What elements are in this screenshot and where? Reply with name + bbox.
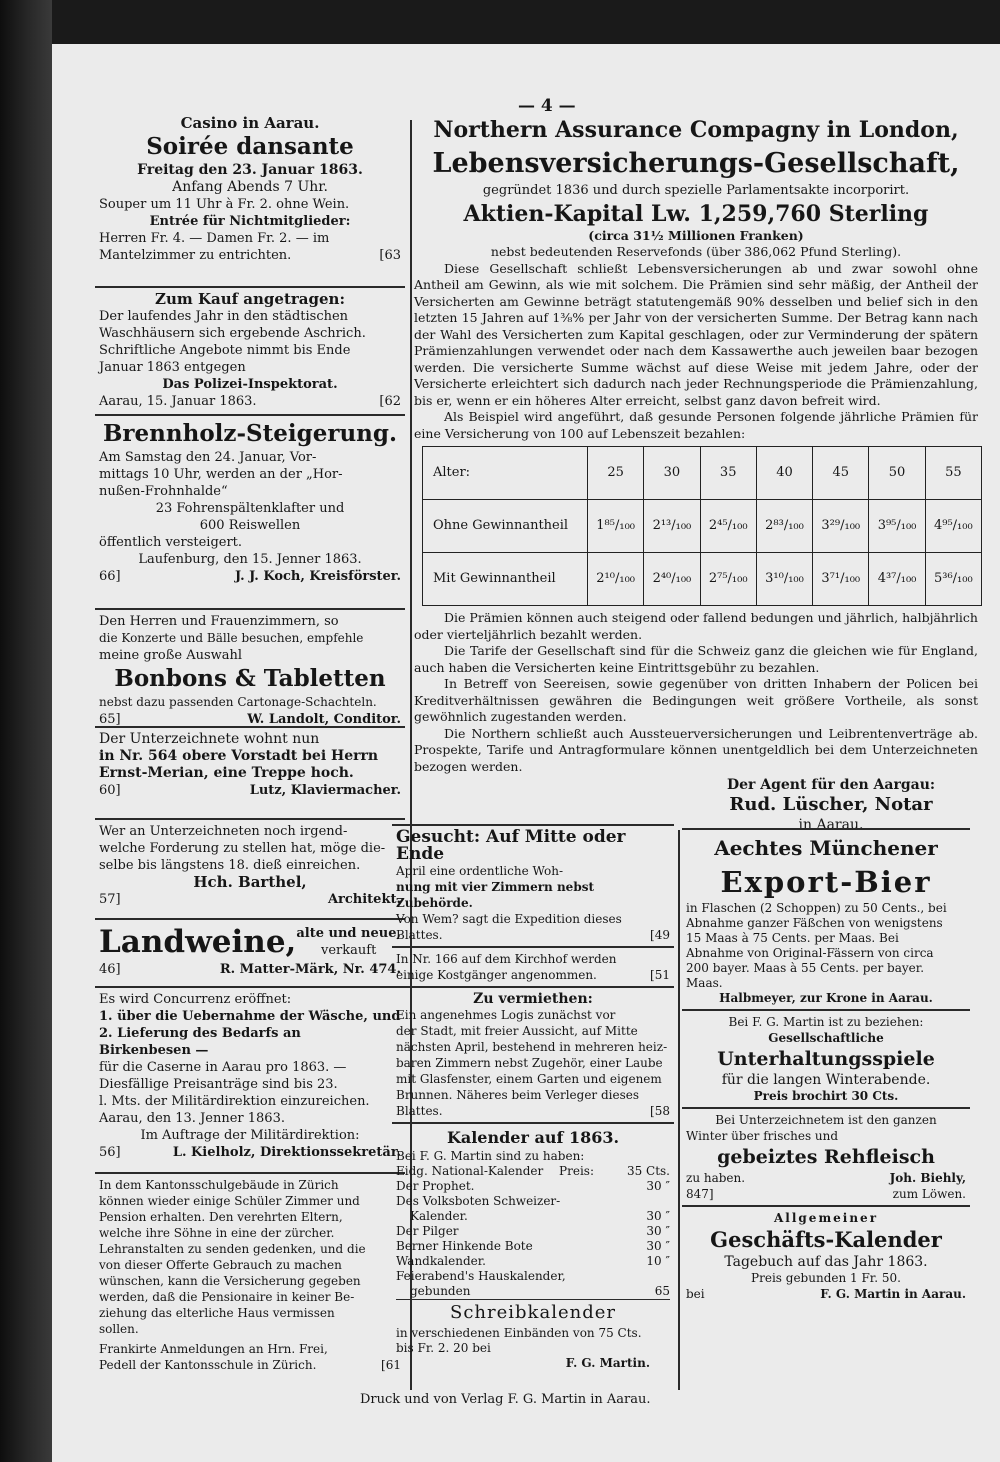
ad-kantonsschule [95, 1174, 405, 1376]
ad-barthel [95, 820, 405, 920]
ad-title: Bonbons & Tabletten [114, 665, 386, 692]
ad-line: Mantelzimmer zu entrichten. [99, 248, 292, 263]
table-cell: 55 [925, 447, 981, 500]
ad-line: in Nr. 564 obere Vorstadt bei Herrn [99, 748, 379, 764]
ad-signature: Halbmeyer, zur Krone in Aarau. [719, 991, 933, 1005]
ad-line: Maas. [686, 976, 723, 990]
ad-casino [95, 112, 405, 288]
table-row-label: Mit Gewinnantheil [423, 553, 588, 606]
ad-line: nächsten April, bestehend in mehreren heiz- [396, 1040, 668, 1054]
ad-lutz [95, 728, 405, 820]
ad-line: Birkenbesen — [99, 1043, 209, 1058]
ad-line: Abnahme ganzer Fäßchen von wenigstens [686, 916, 943, 930]
ad-paragraph: Diese Gesellschaft schließt Lebensversicherungen ab und zwar sowohl ohne Antheil am Gewinn, als wie mit solchem. Die Prämien sind sehr mäßig, der Antheil der Versicherten am Gewinne beträgt statutengemäß 90% desselben und belief sich in den letzten 15 Jahren auf 1⅜% per Jahr von der versicherten Summe. Der Betrag kann nach der Wahl des Versicherten zum Kapital geschlagen, oder zur Verminderung der spätern Prämienzahlungen verwendet oder nach dem Kassawerthe auch jeweilen baar bezogen werden. Die versicherte Summe wächst auf diese Weise mit jedem Jahre, oder der Versicherte erleichtert sich dadurch nach jeder Rechnungsperiode die Prämienzahlung, bis er, wenn er ein höheres Alter erreicht, selbst ganz davon befreit wird. [414, 260, 978, 408]
ad-signature: Joh. Biehly, [889, 1171, 966, 1185]
ad-brennholz [95, 416, 405, 610]
table-cell: 3¹⁰/₁₀₀ [756, 553, 812, 606]
ad-kostganger [392, 948, 674, 988]
ad-heading: Zum Kauf angetragen: [155, 290, 345, 308]
ad-line: Blattes. [396, 1104, 443, 1118]
ad-line: öffentlich versteigert. [99, 535, 243, 550]
ad-rehfleisch [682, 1109, 970, 1207]
ad-line: mit Glasfenster, einem Garten und eigenem [396, 1072, 662, 1086]
ad-signature: zum Löwen. [892, 1187, 966, 1201]
ad-line: l. Mts. der Militärdirektion einzureichen. [99, 1094, 370, 1109]
ad-line: die Konzerte und Bälle besuchen, empfehle [99, 631, 364, 645]
ad-signature: L. Kielholz, Direktionssekretär. [172, 1145, 401, 1160]
ad-paragraph: Die Tarife der Gesellschaft sind für die Schweiz ganz die gleichen wie für England, auch haben die Versicherten keine Eintrittsgebühr zu bezahlen. [414, 643, 978, 675]
ad-line: Gesellschaftliche [768, 1031, 884, 1045]
ad-title: Brennholz-Steigerung. [102, 420, 397, 447]
ad-paragraph: Als Beispiel wird angeführt, daß gesunde Personen folgende jährliche Prämien für eine Versicherung von 100 auf Lebenszeit bezahlen: [414, 409, 978, 441]
ad-line: Den Herren und Frauenzimmern, so [99, 614, 339, 629]
ad-line: 2. Lieferung des Bedarfs an [99, 1026, 301, 1041]
ad-ref: 66] [99, 569, 121, 584]
item-name: Der Pilger [396, 1224, 459, 1238]
ad-line: Schriftliche Angebote nimmt bis Ende [99, 343, 351, 358]
ad-line: Preis brochirt 30 Cts. [753, 1089, 899, 1103]
table-cell: 50 [869, 447, 925, 500]
ad-line [396, 829, 670, 863]
ad-line: meine große Auswahl [99, 648, 243, 663]
page-number: — 4 — [518, 96, 576, 116]
list-item [396, 1179, 670, 1194]
ad-northern-assurance [410, 112, 982, 838]
ad-signature: W. Landolt, Conditor. [247, 712, 401, 727]
ad-line: Januar 1863 entgegen [99, 360, 246, 375]
item-price: 65 [654, 1284, 670, 1298]
ad-line: Wer an Unterzeichneten noch irgend- [99, 824, 348, 839]
ad-title: Unterhaltungsspiele [717, 1048, 935, 1070]
item-name: Wandkalender. [396, 1254, 486, 1268]
table-cell: 40 [756, 447, 812, 500]
ad-ref: [61 [381, 1358, 401, 1372]
ad-spiele [682, 1011, 970, 1109]
list-item [396, 1194, 670, 1209]
right-column [410, 112, 982, 838]
item-price [600, 1269, 670, 1284]
ad-title: gebeiztes Rehfleisch [717, 1146, 935, 1168]
ad-line: Preis gebunden 1 Fr. 50. [751, 1271, 901, 1285]
table-cell: 3⁷¹/₁₀₀ [813, 553, 869, 606]
table-cell: 2⁷⁵/₁₀₀ [700, 553, 756, 606]
ad-line: wünschen, kann die Versicherung gegeben [99, 1274, 361, 1288]
ad-line: Im Auftrage der Militärdirektion: [140, 1128, 360, 1143]
ad-ref: [49 [650, 928, 670, 942]
ad-bier [682, 828, 970, 1011]
ad-line: Ein angenehmes Logis zunächst vor [396, 1008, 616, 1022]
far-right-column [682, 828, 970, 1305]
ad-line: Pension erhalten. Den verehrten Eltern, [99, 1210, 343, 1224]
ad-line: Anfang Abends 7 Uhr. [172, 179, 328, 195]
item-price: 35 Cts. [626, 1164, 670, 1178]
ad-line: Lehranstalten zu senden gedenken, und die [99, 1242, 366, 1256]
ad-line: für die langen Winterabende. [721, 1072, 931, 1088]
column-divider [678, 830, 680, 1390]
ad-signature: Architekt. [327, 892, 401, 907]
ad-title: Landweine, [99, 924, 297, 960]
ad-gesucht [392, 826, 674, 948]
ad-heading: Zu vermiethen: [473, 991, 593, 1007]
ad-line: nebst dazu passenden Cartonage-Schachteln. [99, 695, 377, 709]
list-item [396, 1284, 670, 1300]
ad-title: Gesucht: Auf Mitte oder Ende [396, 827, 626, 864]
item-name: Des Volksboten Schweizer- [396, 1194, 561, 1208]
premium-table [422, 446, 982, 606]
ad-line: mittags 10 Uhr, werden an der „Hor- [99, 467, 343, 482]
ad-line: zu haben. [686, 1171, 746, 1185]
ad-line: Entrée für Nichtmitglieder: [149, 214, 351, 229]
list-item [396, 1239, 670, 1254]
ad-line: nung mit vier Zimmern nebst Zubehörde. [396, 880, 595, 910]
ad-line: Bei F. G. Martin sind zu haben: [396, 1149, 585, 1163]
ad-signature: F. G. Martin. [565, 1356, 650, 1370]
left-column [95, 112, 405, 1376]
ad-line: ziehung das elterliche Haus vermissen [99, 1306, 335, 1320]
ad-signature: Lutz, Klaviermacher. [249, 783, 401, 798]
table-cell: 3²⁹/₁₀₀ [813, 500, 869, 553]
ad-line: Es wird Concurrenz eröffnet: [99, 992, 292, 1007]
ad-line: 600 Reiswellen [199, 518, 301, 533]
ad-line: Ernst-Merian, eine Treppe hoch. [99, 765, 354, 781]
ad-title: Aktien-Kapital Lw. 1,259,760 Sterling [463, 200, 929, 227]
ad-title: Schreibkalender [450, 1302, 616, 1323]
ad-line: können wieder einige Schüler Zimmer und [99, 1194, 360, 1208]
ad-line: nußen-Frohnhalde“ [99, 484, 228, 499]
ad-line: Blattes. [396, 928, 443, 942]
ad-landweine [95, 920, 405, 988]
ad-paragraph: Die Northern schließt auch Aussteuerversicherungen und Leibrentenverträge ab. Prospekte, Tarife und Antragformulare können unentgeldlich bei dem Unterzeichneten bezogen werden. [414, 725, 978, 774]
item-name: Berner Hinkende Bote [396, 1239, 533, 1253]
table-cell: 4⁹⁵/₁₀₀ [925, 500, 981, 553]
ad-line: In Nr. 166 auf dem Kirchhof werden [396, 952, 617, 966]
ad-line: 200 bayer. Maas à 55 Cents. per bayer. [686, 961, 925, 975]
ad-signature: F. G. Martin in Aarau. [820, 1287, 966, 1301]
ad-line: Brunnen. Näheres beim Verleger dieses [396, 1088, 640, 1102]
item-price: 30 ″ [646, 1209, 670, 1223]
item-price: 30 ″ [646, 1239, 670, 1253]
table-cell: 3⁹⁵/₁₀₀ [869, 500, 925, 553]
ad-ref: [51 [650, 968, 670, 982]
item-name: Eidg. National-Kalender [396, 1164, 544, 1178]
table-cell: 2⁸³/₁₀₀ [756, 500, 812, 553]
table-cell: 30 [644, 447, 700, 500]
ad-line: werden, daß die Pensionaire in keiner Be- [99, 1290, 355, 1304]
ad-line: Von Wem? sagt die Expedition dieses [396, 912, 622, 926]
ad-heading: Casino in Aarau. [180, 114, 320, 132]
ad-title: Soirée dansante [146, 133, 354, 160]
ad-title: Northern Assurance Compagny in London, [433, 117, 959, 143]
table-cell: 25 [588, 447, 644, 500]
ad-line: sollen. [99, 1322, 139, 1336]
ad-line: Bei Unterzeichnetem ist den ganzen [715, 1113, 937, 1127]
list-item [396, 1254, 670, 1269]
ad-ref: [58 [650, 1104, 670, 1118]
ad-line: einige Kostgänger angenommen. [396, 968, 597, 982]
list-item [396, 1164, 670, 1179]
ad-line: 1. über die Uebernahme der Wäsche, und [99, 1009, 401, 1024]
ad-line: Am Samstag den 24. Januar, Vor- [99, 450, 317, 465]
ad-ref: [63 [379, 248, 401, 263]
item-price [600, 1194, 670, 1209]
table-cell: 2⁴⁵/₁₀₀ [700, 500, 756, 553]
table-header-label: Alter: [423, 447, 588, 500]
ad-line: 15 Maas à 75 Cents. per Maas. Bei [686, 931, 899, 945]
ad-line: in verschiedenen Einbänden von 75 Cts. [396, 1326, 642, 1340]
ad-title: Kalender auf 1863. [446, 1128, 620, 1147]
ad-line: In dem Kantonsschulgebäude in Zürich [99, 1178, 339, 1192]
ad-line: Winter über frisches und [686, 1129, 839, 1143]
ad-line: Abnahme von Original-Fässern von circa [686, 946, 934, 960]
page-footer: Druck und von Verlag F. G. Martin in Aarau. [360, 1392, 651, 1407]
ad-line: alte und neue, [296, 926, 401, 941]
price-label: Preis: [559, 1164, 594, 1178]
ad-line: baren Zimmern nebst Zugehör, einer Laube [396, 1056, 663, 1070]
ad-line: bei [686, 1287, 705, 1301]
ad-line: von dieser Offerte Gebrauch zu machen [99, 1258, 342, 1272]
ad-line: Aarau, 15. Januar 1863. [99, 394, 257, 409]
ad-line: Pedell der Kantonsschule in Zürich. [99, 1358, 317, 1372]
middle-column [392, 824, 674, 1374]
ad-line: Der laufendes Jahr in den städtischen [99, 309, 349, 324]
ad-line: Freitag den 23. Januar 1863. [137, 162, 363, 178]
ad-line: der Stadt, mit freier Aussicht, auf Mitte [396, 1024, 638, 1038]
item-price: 30 ″ [646, 1224, 670, 1238]
ad-line: für die Caserne in Aarau pro 1863. — [99, 1060, 347, 1075]
table-row [423, 553, 982, 606]
ad-concurrenz [95, 988, 405, 1174]
ad-ref: 56] [99, 1145, 121, 1160]
ad-ref: 46] [99, 962, 121, 977]
ad-signature: Hch. Barthel, [193, 873, 307, 891]
ad-line: nebst bedeutenden Reservefonds (über 386,062 Pfund Sterling). [490, 244, 902, 259]
ad-kalender [392, 1124, 674, 1374]
ad-line: (circa 31½ Millionen Franken) [588, 227, 804, 243]
ad-line: April eine ordentliche Woh- [396, 864, 564, 878]
ad-ref: 57] [99, 892, 121, 907]
ad-signature: Das Polizei-Inspektorat. [162, 377, 338, 392]
table-cell: 5³⁶/₁₀₀ [925, 553, 981, 606]
ad-title: Aechtes Münchener [714, 836, 938, 860]
item-name: Kalender. [410, 1209, 468, 1223]
ad-signature: Rud. Lüscher, Notar [729, 794, 933, 815]
ad-ref: 60] [99, 783, 121, 798]
ad-line: verkauft [321, 943, 377, 958]
ad-ref: 65] [99, 712, 121, 727]
scan-top-border [0, 0, 1000, 44]
ad-signature: in Aarau. [798, 817, 864, 833]
ad-line: in Flaschen (2 Schoppen) zu 50 Cents., bei [686, 901, 947, 915]
ad-line: Der Unterzeichnete wohnt nun [99, 731, 320, 747]
ad-title: Export-Bier [720, 865, 932, 899]
ad-line: selbe bis längstens 18. dieß einreichen. [99, 858, 361, 873]
table-cell: 2¹⁰/₁₀₀ [588, 553, 644, 606]
ad-line: Allgemeiner [773, 1211, 879, 1225]
ad-line: Souper um 11 Uhr à Fr. 2. ohne Wein. [99, 197, 350, 212]
ad-line: bis Fr. 2. 20 bei [396, 1341, 491, 1355]
ad-line: gegründet 1836 und durch spezielle Parlamentsakte incorporirt. [482, 183, 910, 198]
table-row [423, 447, 982, 500]
item-name: gebunden [410, 1284, 471, 1298]
ad-logis [392, 988, 674, 1124]
ad-line: welche ihre Söhne in eine der zürcher. [99, 1226, 335, 1240]
ad-paragraph: Die Prämien können auch steigend oder fallend bedungen und jährlich, halbjährlich oder vierteljährlich bezahlt werden. [414, 610, 978, 642]
item-name: Feierabend's Hauskalender, [396, 1269, 566, 1283]
ad-line: Laufenburg, den 15. Jenner 1863. [138, 552, 362, 567]
ad-paragraph: In Betreff von Seereisen, sowie gegenüber von dritten Inhabern der Policen bei Kreditverhältnissen gewähren die Bedingungen weit größere Vortheile, als sonst gewöhnlich zugestanden werden. [414, 676, 978, 724]
ad-line: Waschhäusern sich ergebende Aschrich. [99, 326, 366, 341]
ad-line: welche Forderung zu stellen hat, möge die- [99, 841, 386, 856]
table-cell: 45 [813, 447, 869, 500]
ad-kauf [95, 288, 405, 416]
list-item [396, 1224, 670, 1239]
table-cell: 4³⁷/₁₀₀ [869, 553, 925, 606]
ad-line: Bei F. G. Martin ist zu beziehen: [728, 1015, 924, 1029]
ad-line: Herren Fr. 4. — Damen Fr. 2. — im [99, 231, 330, 246]
ad-line: Tagebuch auf das Jahr 1863. [724, 1254, 928, 1270]
ad-title: Lebensversicherungs-Gesellschaft, [432, 148, 960, 179]
table-cell: 2¹³/₁₀₀ [644, 500, 700, 553]
table-cell: 1⁸⁵/₁₀₀ [588, 500, 644, 553]
table-cell: 35 [700, 447, 756, 500]
ad-line: Diesfällige Preisanträge sind bis 23. [99, 1077, 338, 1092]
scan-left-edge [0, 0, 52, 1462]
list-item [396, 1209, 670, 1224]
ad-signature: Der Agent für den Aargau: [726, 777, 936, 793]
ad-signature: J. J. Koch, Kreisförster. [234, 569, 401, 584]
ad-ref: 847] [686, 1187, 714, 1201]
ad-line: Aarau, den 13. Jenner 1863. [99, 1111, 285, 1126]
ad-geschaeftskalender [682, 1207, 970, 1305]
ad-title: Geschäfts-Kalender [710, 1227, 942, 1252]
table-cell: 2⁴⁰/₁₀₀ [644, 553, 700, 606]
list-item [396, 1269, 670, 1284]
ad-line: Frankirte Anmeldungen an Hrn. Frei, [99, 1342, 328, 1356]
ad-bonbons [95, 610, 405, 728]
item-price: 10 ″ [646, 1254, 670, 1268]
item-name: Der Prophet. [396, 1179, 475, 1193]
ad-signature: R. Matter-Märk, Nr. 474. [219, 962, 401, 977]
table-row [423, 500, 982, 553]
ad-ref: [62 [379, 394, 401, 409]
table-row-label: Ohne Gewinnantheil [423, 500, 588, 553]
ad-line: 23 Fohrenspältenklafter und [155, 501, 345, 516]
item-price: 30 ″ [646, 1179, 670, 1193]
